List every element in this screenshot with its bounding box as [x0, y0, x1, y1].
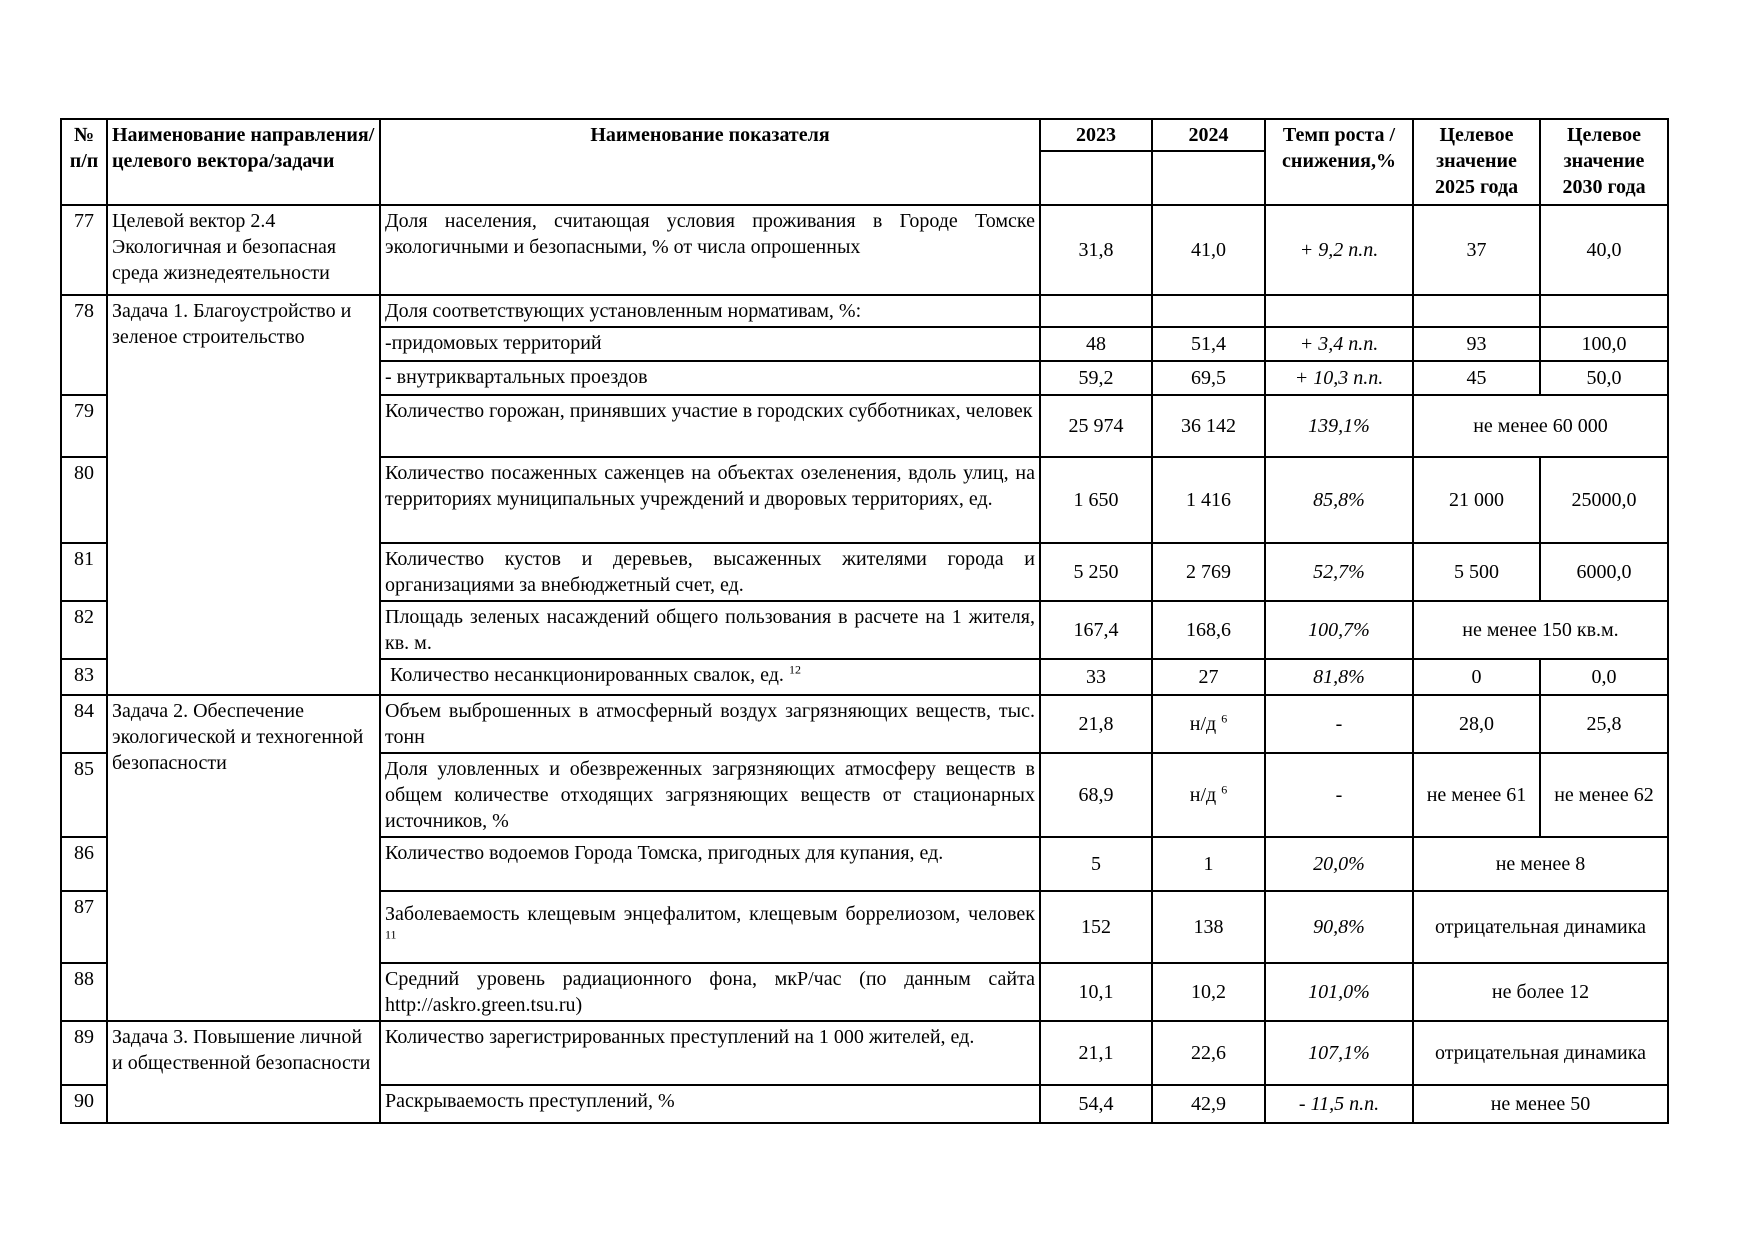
- indicator-cell: [380, 891, 1040, 963]
- value-2023: 152: [1040, 891, 1152, 963]
- target-merged: не менее 50: [1413, 1085, 1668, 1123]
- footnote-ref: 6: [1221, 711, 1228, 726]
- value-2024: 42,9: [1152, 1085, 1265, 1123]
- target-merged: отрицательная динамика: [1413, 1021, 1668, 1085]
- header-2024-empty: [1152, 151, 1265, 205]
- empty-cell: [1265, 295, 1413, 327]
- target-2030: 0,0: [1540, 659, 1668, 695]
- header-rate: Темп роста / снижения,%: [1265, 119, 1413, 205]
- target-merged: не менее 150 кв.м.: [1413, 601, 1668, 659]
- rate-cell: + 9,2 п.п.: [1265, 205, 1413, 295]
- value-2023: 167,4: [1040, 601, 1152, 659]
- target-merged: не менее 60 000: [1413, 395, 1668, 457]
- target-2025: 37: [1413, 205, 1540, 295]
- value-2023: 54,4: [1040, 1085, 1152, 1123]
- direction-cell: Целевой вектор 2.4 Экологичная и безопасная среда жизнедеятельности: [107, 205, 380, 295]
- target-2025: 45: [1413, 361, 1540, 395]
- target-merged: отрицательная динамика: [1413, 891, 1668, 963]
- header-target-2030: Целевое значение 2030 года: [1540, 119, 1668, 205]
- row-number: 82: [61, 601, 107, 659]
- table-row: [61, 695, 1668, 753]
- header-2023-empty: [1040, 151, 1152, 205]
- indicator-text: Заболеваемость клещевым энцефалитом, клещевым боррелиозом, человек: [385, 903, 1035, 925]
- target-2030: 100,0: [1540, 327, 1668, 361]
- value-2024: 36 142: [1152, 395, 1265, 457]
- value-text: н/д: [1189, 713, 1217, 735]
- value-2023: 33: [1040, 659, 1152, 695]
- rate-cell: + 10,3 п.п.: [1265, 361, 1413, 395]
- value-2023: 21,8: [1040, 695, 1152, 753]
- target-2030: 40,0: [1540, 205, 1668, 295]
- indicator-cell: Количество посаженных саженцев на объектах озеленения, вдоль улиц, на территориях муниципальных учреждений и дворовых территориях, ед.: [380, 457, 1040, 543]
- indicator-cell: Количество кустов и деревьев, высаженных жителями города и организациями за внебюджетный счет, ед.: [380, 543, 1040, 601]
- indicator-cell: Доля уловленных и обезвреженных загрязняющих атмосферу веществ в общем количестве отходящих загрязняющих веществ от стационарных источников, %: [380, 753, 1040, 837]
- empty-cell: [1413, 295, 1540, 327]
- empty-cell: [1152, 295, 1265, 327]
- target-2025: 5 500: [1413, 543, 1540, 601]
- indicator-cell: Объем выброшенных в атмосферный воздух загрязняющих веществ, тыс. тонн: [380, 695, 1040, 753]
- rate-cell: - 11,5 п.п.: [1265, 1085, 1413, 1123]
- row-number: 87: [61, 891, 107, 963]
- indicator-cell: Количество водоемов Города Томска, пригодных для купания, ед.: [380, 837, 1040, 891]
- footnote-ref: 6: [1221, 782, 1228, 797]
- header-row: [61, 119, 1668, 151]
- footnote-ref: 11: [385, 927, 397, 942]
- row-number: 86: [61, 837, 107, 891]
- value-2024: 1 416: [1152, 457, 1265, 543]
- target-2030: 25000,0: [1540, 457, 1668, 543]
- footnote-ref: 12: [788, 662, 801, 677]
- rate-cell: -: [1265, 695, 1413, 753]
- target-2025: не менее 61: [1413, 753, 1540, 837]
- row-number: 83: [61, 659, 107, 695]
- rate-cell: 90,8%: [1265, 891, 1413, 963]
- row-number: 81: [61, 543, 107, 601]
- target-2030: 6000,0: [1540, 543, 1668, 601]
- target-2025: 28,0: [1413, 695, 1540, 753]
- value-2024: 10,2: [1152, 963, 1265, 1021]
- rate-cell: 139,1%: [1265, 395, 1413, 457]
- value-2023: 1 650: [1040, 457, 1152, 543]
- empty-cell: [1040, 295, 1152, 327]
- table-row: [61, 1021, 1668, 1085]
- value-2023: 48: [1040, 327, 1152, 361]
- header-indicator: Наименование показателя: [380, 119, 1040, 205]
- rate-cell: + 3,4 п.п.: [1265, 327, 1413, 361]
- table-row: [61, 295, 1668, 327]
- indicators-table: [60, 118, 1669, 1124]
- rate-cell: -: [1265, 753, 1413, 837]
- indicator-cell: Количество горожан, принявших участие в городских субботниках, человек: [380, 395, 1040, 457]
- value-2023: 5: [1040, 837, 1152, 891]
- target-2025: 0: [1413, 659, 1540, 695]
- target-merged: не более 12: [1413, 963, 1668, 1021]
- value-2024: [1152, 753, 1265, 837]
- rate-cell: 100,7%: [1265, 601, 1413, 659]
- value-2024: 27: [1152, 659, 1265, 695]
- value-2023: 59,2: [1040, 361, 1152, 395]
- indicator-cell: -придомовых территорий: [380, 327, 1040, 361]
- row-number: 79: [61, 395, 107, 457]
- direction-cell: Задача 1. Благоустройство и зеленое строительство: [107, 295, 380, 695]
- rate-cell: 20,0%: [1265, 837, 1413, 891]
- row-number: 84: [61, 695, 107, 753]
- value-2024: 22,6: [1152, 1021, 1265, 1085]
- value-2023: 5 250: [1040, 543, 1152, 601]
- row-number: 77: [61, 205, 107, 295]
- header-2023: 2023: [1040, 119, 1152, 151]
- rate-cell: 52,7%: [1265, 543, 1413, 601]
- target-2025: 93: [1413, 327, 1540, 361]
- row-number: 89: [61, 1021, 107, 1085]
- target-merged: не менее 8: [1413, 837, 1668, 891]
- indicator-cell: Площадь зеленых насаждений общего пользования в расчете на 1 жителя, кв. м.: [380, 601, 1040, 659]
- value-2024: [1152, 695, 1265, 753]
- value-2023: 21,1: [1040, 1021, 1152, 1085]
- indicator-cell: - внутриквартальных проездов: [380, 361, 1040, 395]
- rate-cell: 81,8%: [1265, 659, 1413, 695]
- rate-cell: 85,8%: [1265, 457, 1413, 543]
- value-2023: 68,9: [1040, 753, 1152, 837]
- direction-cell: Задача 3. Повышение личной и общественной безопасности: [107, 1021, 380, 1123]
- target-2030: 50,0: [1540, 361, 1668, 395]
- header-num: № п/п: [61, 119, 107, 205]
- target-2025: 21 000: [1413, 457, 1540, 543]
- direction-cell: Задача 2. Обеспечение экологической и техногенной безопасности: [107, 695, 380, 1021]
- rate-cell: 101,0%: [1265, 963, 1413, 1021]
- header-direction: Наименование направления/целевого вектора/задачи: [107, 119, 380, 205]
- row-number: 78: [61, 295, 107, 395]
- indicator-cell: Доля населения, считающая условия проживания в Городе Томске экологичными и безопасными, % от числа опрошенных: [380, 205, 1040, 295]
- row-number: 80: [61, 457, 107, 543]
- value-text: н/д: [1189, 784, 1217, 806]
- row-number: 90: [61, 1085, 107, 1123]
- row-number: 85: [61, 753, 107, 837]
- value-2024: 51,4: [1152, 327, 1265, 361]
- indicator-cell: [380, 659, 1040, 695]
- indicator-cell: Раскрываемость преступлений, %: [380, 1085, 1040, 1123]
- value-2024: 69,5: [1152, 361, 1265, 395]
- table-row: [61, 205, 1668, 295]
- indicator-cell: Средний уровень радиационного фона, мкР/час (по данным сайта http://askro.green.tsu.ru): [380, 963, 1040, 1021]
- rate-cell: 107,1%: [1265, 1021, 1413, 1085]
- indicator-cell: Количество зарегистрированных преступлений на 1 000 жителей, ед.: [380, 1021, 1040, 1085]
- value-2024: 2 769: [1152, 543, 1265, 601]
- value-2024: 41,0: [1152, 205, 1265, 295]
- empty-cell: [1540, 295, 1668, 327]
- value-2024: 168,6: [1152, 601, 1265, 659]
- value-2023: 25 974: [1040, 395, 1152, 457]
- indicator-cell: Доля соответствующих установленным нормативам, %:: [380, 295, 1040, 327]
- header-target-2025: Целевое значение 2025 года: [1413, 119, 1540, 205]
- value-2024: 138: [1152, 891, 1265, 963]
- value-2023: 31,8: [1040, 205, 1152, 295]
- target-2030: 25,8: [1540, 695, 1668, 753]
- target-2030: не менее 62: [1540, 753, 1668, 837]
- indicator-text: Количество несанкционированных свалок, ед.: [390, 664, 784, 686]
- value-2024: 1: [1152, 837, 1265, 891]
- row-number: 88: [61, 963, 107, 1021]
- value-2023: 10,1: [1040, 963, 1152, 1021]
- header-2024: 2024: [1152, 119, 1265, 151]
